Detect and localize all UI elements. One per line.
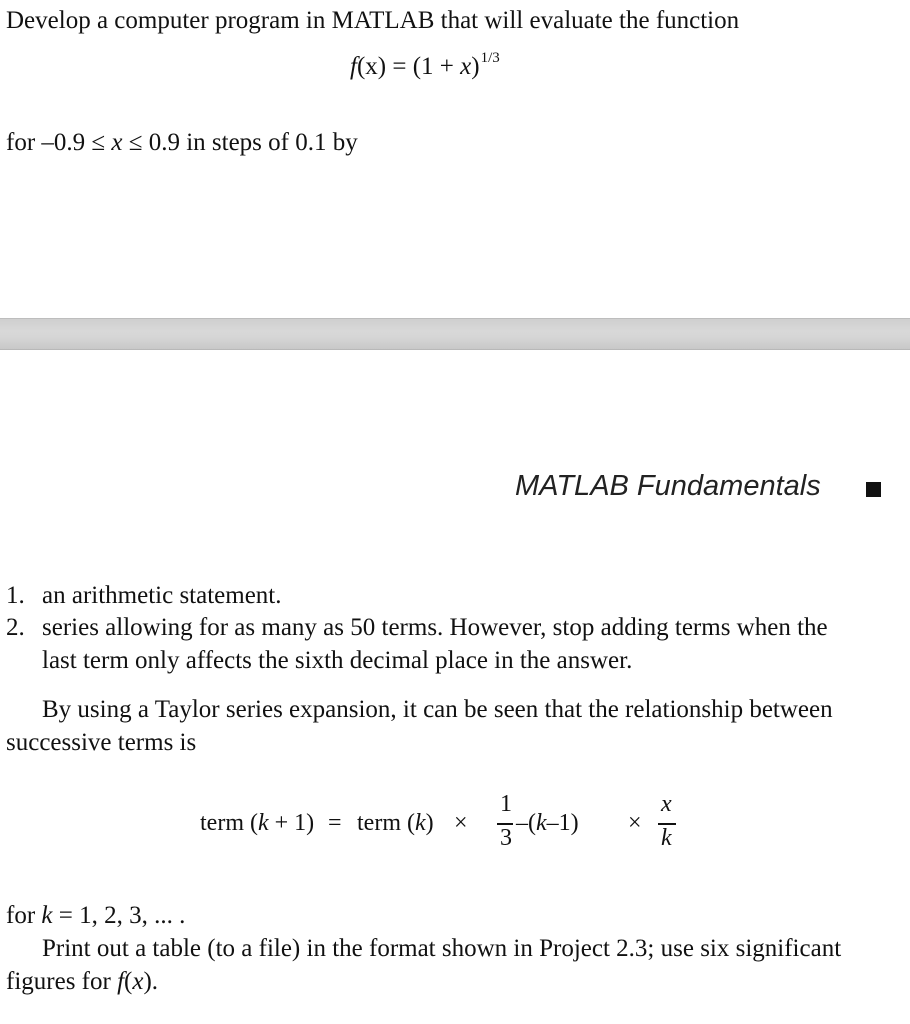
eq1-exponent: 1/3: [480, 50, 500, 66]
recurrence-equation: [200, 791, 700, 865]
eq2-frac1-num: 1: [500, 791, 512, 817]
running-header-title: MATLAB Fundamentals: [515, 470, 821, 502]
eq1-equals: = (1 +: [392, 53, 454, 80]
list-item-text: series allowing for as many as 50 terms. However, stop adding terms when the: [42, 614, 828, 641]
paragraph-line: Print out a table (to a file) in the format shown in Project 2.3; use six significant: [42, 935, 842, 962]
list-item-continuation: last term only affects the sixth decimal place in the answer.: [42, 647, 633, 674]
eq2-lhs: term (k + 1): [200, 810, 315, 836]
eq1-f: f: [350, 53, 357, 80]
list-item-text: an arithmetic statement.: [42, 582, 282, 609]
list-item-number: 1.: [6, 582, 25, 609]
paragraph-line: successive terms is: [6, 729, 197, 756]
eq1-close: ): [471, 53, 480, 80]
eq2-rhs-term: term (k): [357, 810, 434, 836]
eq2-times: ×: [454, 810, 468, 836]
header-square-marker: [866, 482, 881, 497]
eq2-frac1-den: 3: [500, 825, 512, 851]
eq2-middle: –(k–1): [516, 810, 579, 836]
range-var: x: [111, 129, 123, 156]
for-k-line: for k = 1, 2, 3, ... .: [6, 902, 186, 929]
list-item-number: 2.: [6, 614, 25, 641]
paragraph-line: figures for f(x).: [6, 968, 159, 995]
range-suffix: ≤ 0.9 in steps of 0.1 by: [128, 129, 358, 156]
list-item: [6, 612, 828, 644]
eq1-arg: (x): [356, 53, 387, 80]
function-equation: [350, 50, 500, 81]
list-item: [6, 580, 282, 612]
eq2-equals: =: [328, 810, 342, 836]
eq2-times: ×: [628, 810, 642, 836]
eq2-frac2-num: x: [661, 791, 672, 817]
eq1-x: x: [460, 53, 472, 80]
range-prefix: for –0.9 ≤: [6, 129, 106, 156]
range-text: [6, 127, 358, 159]
page-divider: [0, 318, 910, 350]
eq2-frac2-den: k: [661, 825, 672, 851]
intro-text: Develop a computer program in MATLAB that will evaluate the function: [6, 7, 740, 34]
paragraph-line: By using a Taylor series expansion, it can be seen that the relationship between: [42, 696, 833, 723]
